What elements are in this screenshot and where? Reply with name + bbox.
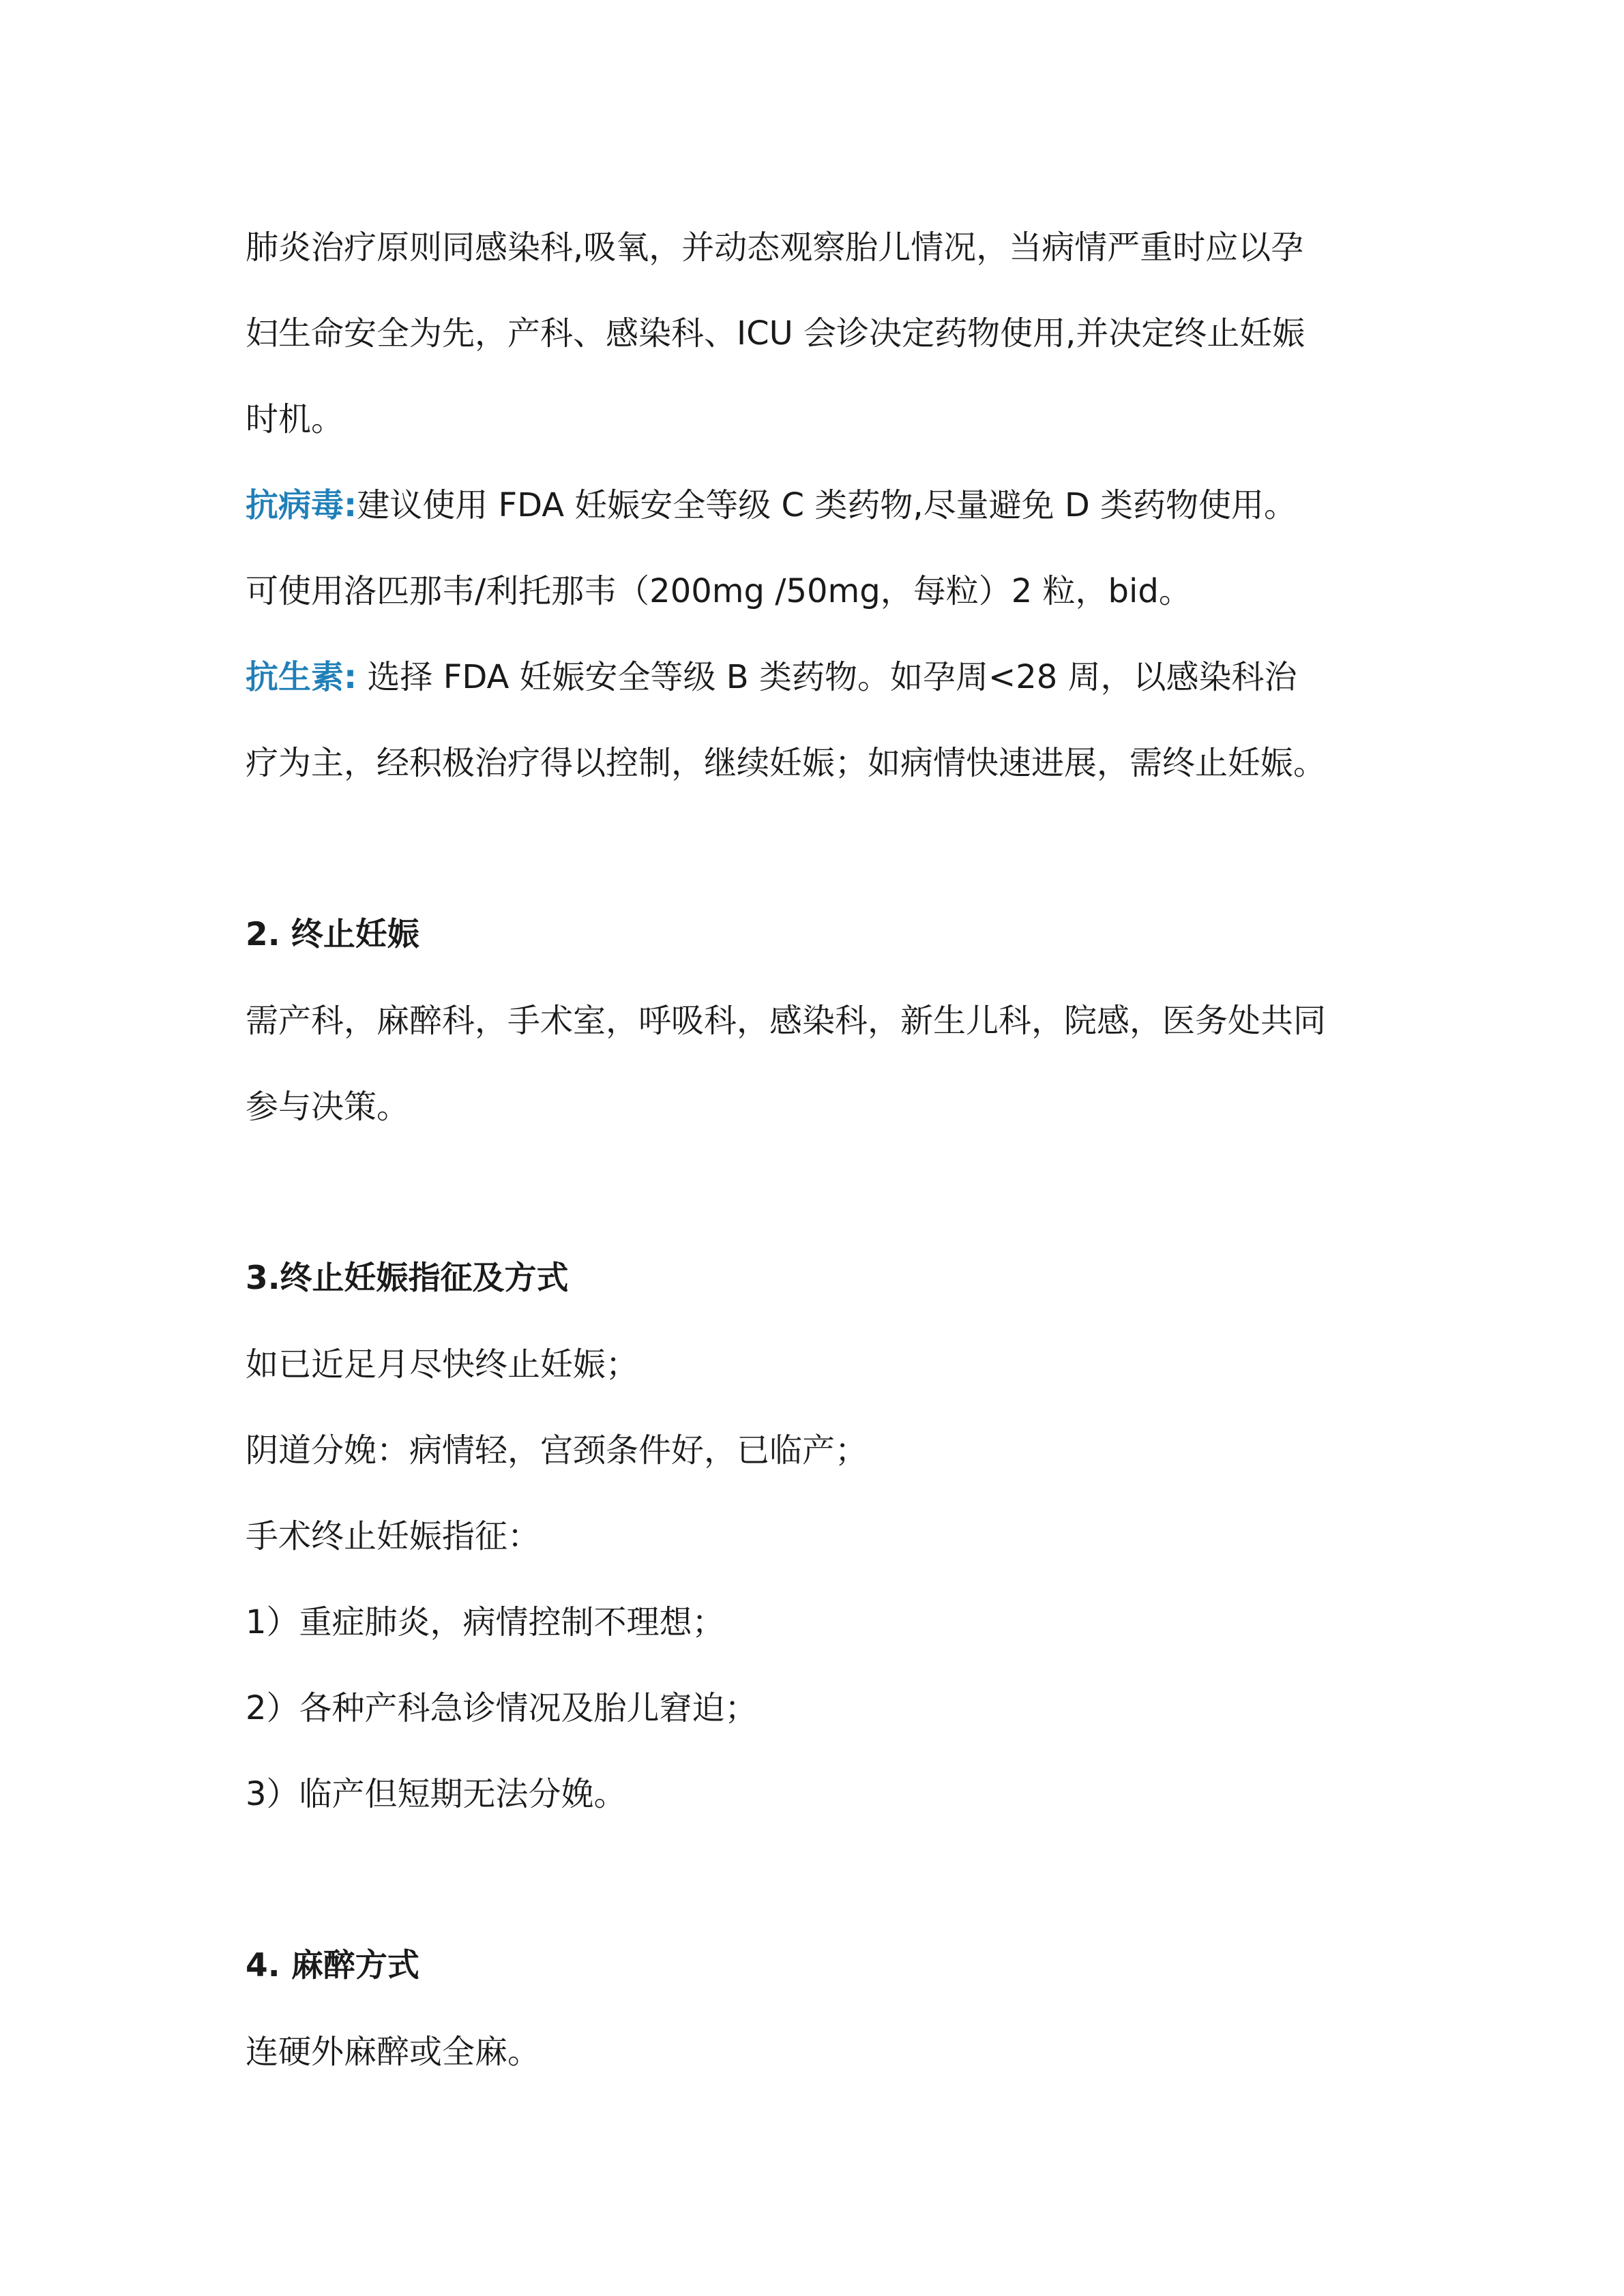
antibiotic-line: [246, 634, 1381, 720]
antiviral-label: 抗病毒:: [246, 486, 357, 524]
list-item: 3）临产但短期无法分娩。: [246, 1775, 627, 1813]
antibiotic-label: 抗生素:: [246, 658, 357, 696]
paragraph-line: 手术终止妊娠指征：: [246, 1517, 541, 1555]
section-heading: 4. 麻醉方式: [246, 1947, 419, 1984]
section-heading: 2. 终止妊娠: [246, 916, 419, 953]
antibiotic-text: 选择 FDA 妊娠安全等级 B 类药物。如孕周<28 周，以感染科治: [357, 658, 1297, 696]
paragraph-line: 需产科，麻醉科，手术室，呼吸科，感染科，新生儿科，院感，医务处共同: [246, 1002, 1327, 1040]
list-item: 1）重症肺炎，病情控制不理想；: [246, 1603, 725, 1641]
section-heading: 3.终止妊娠指征及方式: [246, 1259, 569, 1297]
paragraph-line: 如已近足月尽快终止妊娠；: [246, 1345, 639, 1384]
paragraph-line: 阴道分娩：病情轻，宫颈条件好，已临产；: [246, 1431, 868, 1470]
paragraph-line: 连硬外麻醉或全麻。: [246, 2033, 541, 2071]
paragraph-line: 肺炎治疗原则同感染科,吸氧，并动态观察胎儿情况，当病情严重时应以孕: [246, 228, 1304, 267]
paragraph-line: 妇生命安全为先，产科、感染科、ICU 会诊决定药物使用,并决定终止妊娠: [246, 314, 1305, 353]
spacer: [246, 1150, 1381, 1236]
paragraph-line: 时机。: [246, 400, 344, 438]
antiviral-text: 建议使用 FDA 妊娠安全等级 C 类药物,尽量避免 D 类药物使用。: [357, 486, 1297, 524]
paragraph-line: 参与决策。: [246, 1088, 410, 1126]
document-page: [246, 205, 1381, 2095]
list-item: 2）各种产科急诊情况及胎儿窘迫；: [246, 1689, 758, 1727]
paragraph-line: 可使用洛匹那韦/利托那韦（200mg /50mg，每粒）2 粒，bid。: [246, 572, 1192, 610]
spacer: [246, 806, 1381, 892]
paragraph-line: 疗为主，经积极治疗得以控制，继续妊娠；如病情快速进展，需终止妊娠。: [246, 744, 1327, 782]
spacer: [246, 1837, 1381, 1923]
antiviral-line: [246, 462, 1381, 548]
